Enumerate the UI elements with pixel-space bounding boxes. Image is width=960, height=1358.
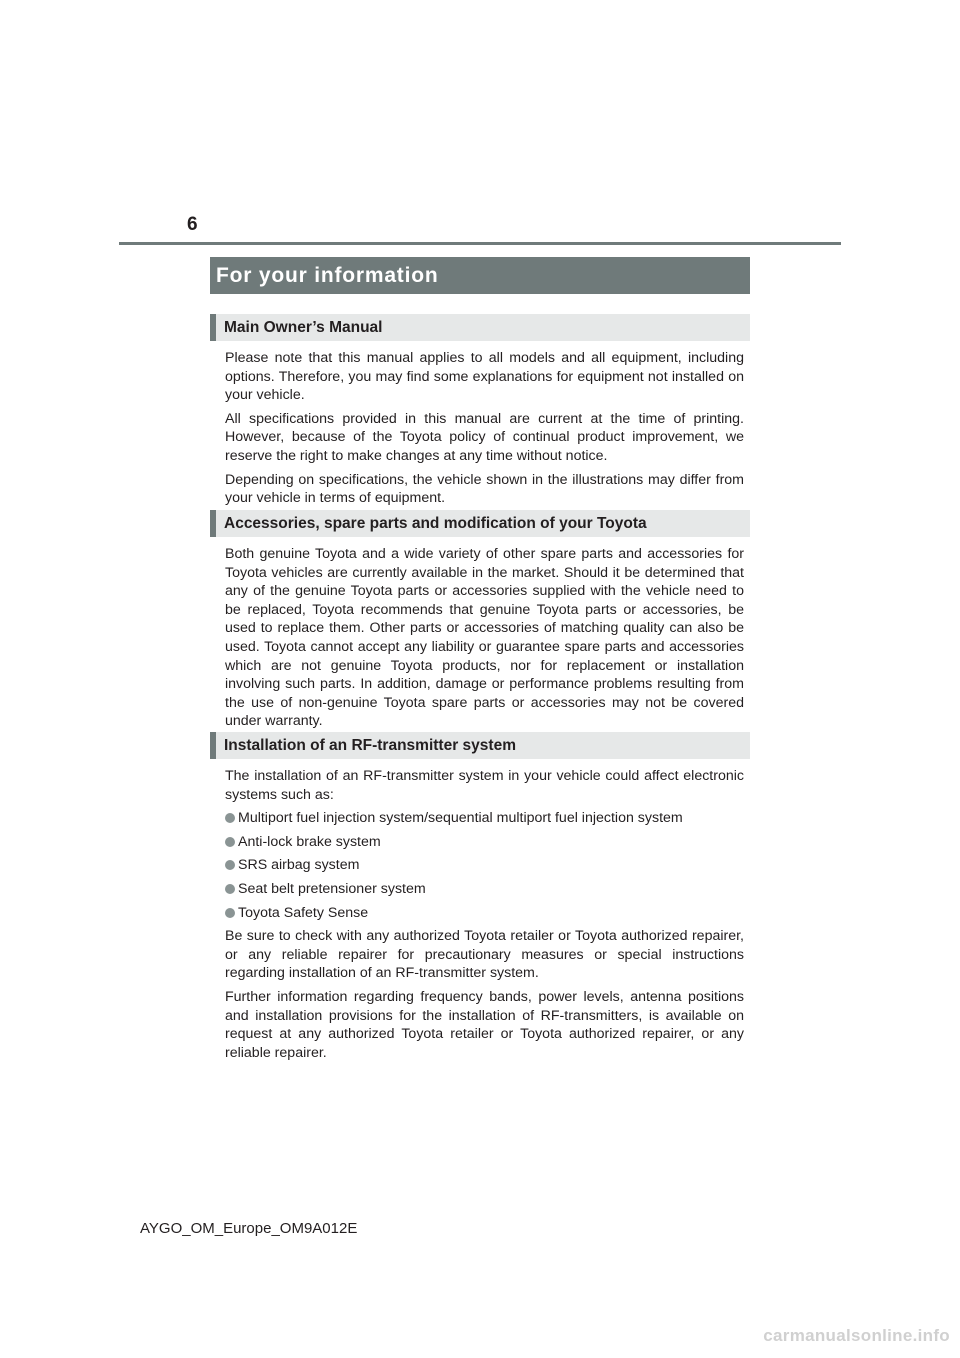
paragraph: The installation of an RF-transmitter system in your vehicle could affect electronic systems such as: [225,768,744,803]
list-item-text: Multiport fuel injection system/sequential multiport fuel injection system [238,810,683,827]
bullet-icon [225,860,235,870]
list-item-text: Anti-lock brake system [238,833,381,850]
section-main-owners-manual [210,314,750,508]
paragraph: Please note that this manual applies to all models and all equipment, including options. Therefore, you may find some explanations for equipment not installed on your vehicle. [225,350,744,404]
paragraph: Further information regarding frequency bands, power levels, antenna positions and installation provisions for the installation of RF-transmitters, is available on request at any authorized Toyota retailer or Toyota authorized repairer, or any reliable repairer. [225,988,744,1061]
bullet-icon [225,837,235,847]
page-title: For your information [210,257,750,294]
section-accessories [210,510,750,731]
list-item [225,833,744,852]
section-heading: Accessories, spare parts and modification of your Toyota [210,510,750,537]
list-item [225,809,744,828]
list-item [225,880,744,899]
bullet-icon [225,813,235,823]
page-number: 6 [187,214,198,235]
list-item-text: SRS airbag system [238,857,360,874]
paragraph: Both genuine Toyota and a wide variety of other spare parts and accessories for Toyota vehicles are currently available in the market. Should it be determined that any of the genuine Toyota parts or accessories supplied with the vehicle need to be replaced, Toyota recommends that genuine Toyota parts or accessories, be used to replace them. Other parts or accessories of matching quality can also be used. Toyota cannot accept any liability or guarantee spare parts and accessories which are not genuine Toyota products, nor for replacement or installation involving such parts. In addition, damage or performance problems resulting from the use of non-genuine Toyota spare parts or accessories may not be covered under warranty. [225,546,744,730]
list-item-text: Seat belt pretensioner system [238,880,426,897]
bullet-icon [225,884,235,894]
watermark: carmanualsonline.info [763,1326,950,1345]
list-item [225,856,744,875]
section-heading: Main Owner’s Manual [210,314,750,341]
paragraph: All specifications provided in this manual are current at the time of printing. However, because of the Toyota policy of continual product improvement, we reserve the right to make changes at any time without notice. [225,410,744,464]
paragraph: Be sure to check with any authorized Toyota retailer or Toyota authorized repairer, or any reliable repairer for precautionary measures or special instructions regarding installation of an RF-transmitter system. [225,928,744,982]
section-rf-transmitter [210,732,750,1062]
section-heading: Installation of an RF-transmitter system [210,732,750,759]
paragraph: Depending on specifications, the vehicle shown in the illustrations may differ from your vehicle in terms of equipment. [225,471,744,507]
list-item [225,904,744,923]
list-item-text: Toyota Safety Sense [238,904,369,921]
header-rule [119,242,841,245]
bullet-icon [225,908,235,918]
document-footer: AYGO_OM_Europe_OM9A012E [140,1220,358,1237]
